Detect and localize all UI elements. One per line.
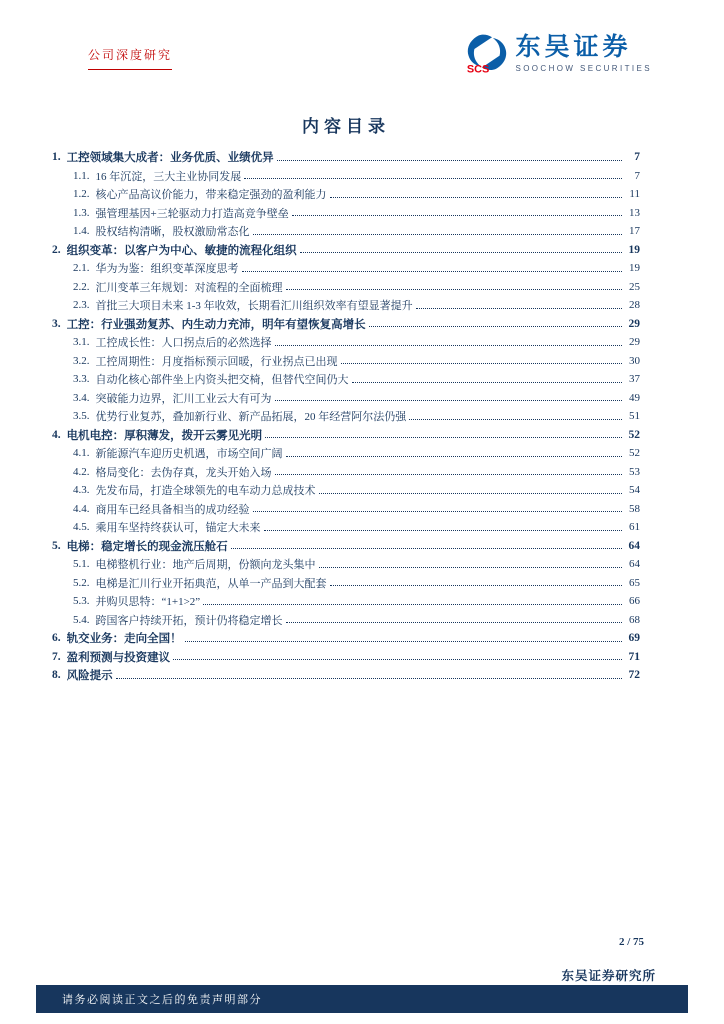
toc-item[interactable]: [52, 426, 640, 445]
toc-item-label: 轨交业务：走向全国！: [66, 633, 182, 646]
toc-item-page: 28: [629, 299, 640, 312]
toc-item-number: 4.: [52, 428, 61, 441]
toc-item-page: 61: [629, 521, 640, 534]
toc-dot-leader: [275, 474, 623, 475]
toc-item[interactable]: [52, 315, 640, 334]
toc-item-label: 电梯是汇川行业开拓典范，从单一产品到大配套: [95, 577, 327, 590]
svg-text:SCS: SCS: [467, 63, 490, 74]
toc-item-number: 3.5.: [73, 410, 90, 423]
toc-dot-leader: [244, 178, 622, 179]
toc-item-page: 72: [628, 669, 640, 682]
toc-item-page: 68: [629, 613, 640, 626]
toc-dot-leader: [275, 345, 623, 346]
toc-item[interactable]: [52, 592, 640, 611]
toc-item-number: 2.: [52, 243, 61, 256]
toc-item[interactable]: [52, 444, 640, 463]
toc-item-page: 51: [629, 410, 640, 423]
toc-item-number: 3.3.: [73, 373, 90, 386]
toc-dot-leader: [242, 271, 623, 272]
toc-item-number: 2.1.: [73, 262, 90, 275]
toc-item-label: 新能源汽车迎历史机遇，市场空间广阔: [95, 448, 283, 461]
toc-item-page: 17: [629, 225, 640, 238]
toc-dot-leader: [352, 382, 623, 383]
toc-item-label: 华为为鉴：组织变革深度思考: [95, 263, 239, 276]
toc-item[interactable]: [52, 148, 640, 167]
toc-item-number: 4.4.: [73, 502, 90, 515]
toc-dot-leader: [173, 659, 622, 660]
toc-item-label: 股权结构清晰，股权激励常态化: [95, 226, 250, 239]
toc-item[interactable]: [52, 537, 640, 556]
toc-item-label: 优势行业复苏，叠加新行业、新产品拓展，20 年经营阿尔法仍强: [95, 411, 407, 424]
toc-item-number: 4.5.: [73, 521, 90, 534]
toc-item[interactable]: [52, 518, 640, 537]
toc-item-label: 先发布局，打造全球领先的电车动力总成技术: [95, 485, 316, 498]
toc-item[interactable]: [52, 278, 640, 297]
toc-item-number: 7.: [52, 650, 61, 663]
toc-item-page: 29: [629, 336, 640, 349]
toc-item-label: 并购贝思特：“1+1>2”: [95, 596, 201, 609]
disclaimer-text: 请务必阅读正文之后的免责声明部分: [62, 994, 262, 1006]
toc-item[interactable]: [52, 611, 640, 630]
toc-dot-leader: [286, 289, 623, 290]
toc-item[interactable]: [52, 666, 640, 685]
toc-item-label: 工控：行业强劲复苏、内生动力充沛，明年有望恢复高增长: [66, 318, 366, 331]
toc-item-number: 4.1.: [73, 447, 90, 460]
toc-item[interactable]: [52, 407, 640, 426]
toc-item-label: 工控周期性：月度指标预示回暖，行业拐点已出现: [95, 355, 338, 368]
toc-item-page: 64: [628, 539, 640, 552]
toc-item-page: 13: [629, 206, 640, 219]
toc-dot-leader: [253, 511, 623, 512]
toc-item-page: 7: [634, 151, 640, 164]
toc-item-number: 3.4.: [73, 391, 90, 404]
toc-item[interactable]: [52, 481, 640, 500]
toc-dot-leader: [286, 456, 623, 457]
toc-item-label: 汇川变革三年规划：对流程的全面梳理: [95, 281, 283, 294]
toc-item-number: 1.: [52, 151, 61, 164]
toc-item-label: 电梯：稳定增长的现金流压舱石: [66, 540, 228, 553]
toc-item[interactable]: [52, 333, 640, 352]
toc-item-number: 5.1.: [73, 558, 90, 571]
toc-item[interactable]: [52, 389, 640, 408]
toc-item[interactable]: [52, 204, 640, 223]
toc-item-page: 58: [629, 502, 640, 515]
toc-item-page: 11: [629, 188, 640, 201]
toc-item-number: 3.1.: [73, 336, 90, 349]
toc-item-page: 71: [628, 650, 640, 663]
soochow-logo-icon: [466, 34, 508, 74]
toc-dot-leader: [319, 567, 623, 568]
toc-dot-leader: [203, 604, 622, 605]
toc-item-number: 1.1.: [73, 169, 90, 182]
toc-item-label: 工控成长性：人口拐点后的必然选择: [95, 337, 272, 350]
toc-item-label: 格局变化：去伪存真，龙头开始入场: [95, 466, 272, 479]
toc-dot-leader: [277, 160, 622, 161]
toc-item[interactable]: [52, 296, 640, 315]
toc-item[interactable]: [52, 352, 640, 371]
toc-item-label: 跨国客户持续开拓，预计仍将稳定增长: [95, 614, 283, 627]
toc-item-page: 66: [629, 595, 640, 608]
toc-item-page: 30: [629, 354, 640, 367]
brand-name-cn: 东吴证券: [515, 34, 632, 61]
toc-item-page: 52: [629, 447, 640, 460]
toc-item[interactable]: [52, 222, 640, 241]
toc-item-number: 5.: [52, 539, 61, 552]
toc-item-label: 风险提示: [66, 670, 113, 683]
institute-name: 东吴证券研究所: [561, 969, 656, 983]
toc-item-page: 29: [628, 317, 640, 330]
toc-item-number: 2.3.: [73, 299, 90, 312]
toc-item-page: 53: [629, 465, 640, 478]
brand-name-en: SOOCHOW SECURITIES: [515, 63, 652, 73]
toc-item[interactable]: [52, 259, 640, 278]
toc-dot-leader: [330, 585, 623, 586]
toc-item[interactable]: [52, 648, 640, 667]
toc-item-page: 69: [628, 632, 640, 645]
toc-dot-leader: [292, 215, 622, 216]
toc-dot-leader: [409, 419, 622, 420]
brand-logo: [466, 34, 652, 74]
toc-item-label: 强管理基因+三轮驱动力打造高竞争壁垒: [95, 207, 289, 220]
toc-item[interactable]: [52, 463, 640, 482]
toc-item-page: 7: [634, 169, 640, 182]
toc-item-number: 1.4.: [73, 225, 90, 238]
toc-item[interactable]: [52, 370, 640, 389]
toc-item-label: 16 年沉淀，三大主业协同发展: [95, 170, 242, 183]
toc-dot-leader: [264, 530, 623, 531]
toc-item-number: 1.3.: [73, 206, 90, 219]
toc-item-page: 25: [629, 280, 640, 293]
toc-title: 内容目录: [302, 117, 390, 136]
toc-item-label: 乘用车坚持终获认可，锚定大未来: [95, 522, 261, 535]
toc-item-page: 37: [629, 373, 640, 386]
toc-list: [52, 148, 640, 685]
toc-item-label: 电机电控：厚积薄发，拨开云雾见光明: [66, 429, 263, 442]
toc-item-number: 5.3.: [73, 595, 90, 608]
toc-item[interactable]: [52, 185, 640, 204]
toc-item-page: 19: [628, 243, 640, 256]
toc-item-number: 8.: [52, 669, 61, 682]
toc-item-page: 52: [628, 428, 640, 441]
toc-item-number: 4.2.: [73, 465, 90, 478]
toc-item-label: 盈利预测与投资建议: [66, 651, 171, 664]
report-category-label: 公司深度研究: [88, 46, 172, 70]
footer-bar: [36, 985, 688, 1013]
toc-dot-leader: [330, 197, 623, 198]
toc-item-label: 商用车已经具备相当的成功经验: [95, 503, 250, 516]
toc-item-label: 工控领域集大成者：业务优质、业绩优异: [66, 152, 274, 165]
toc-dot-leader: [231, 548, 622, 549]
toc-item-number: 5.4.: [73, 613, 90, 626]
toc-item-page: 49: [629, 391, 640, 404]
toc-item-number: 3.: [52, 317, 61, 330]
toc-item-page: 65: [629, 576, 640, 589]
toc-dot-leader: [286, 622, 623, 623]
toc-dot-leader: [369, 326, 622, 327]
toc-dot-leader: [265, 437, 622, 438]
toc-dot-leader: [253, 234, 623, 235]
toc-item[interactable]: [52, 167, 640, 186]
toc-item-number: 3.2.: [73, 354, 90, 367]
toc-item-page: 54: [629, 484, 640, 497]
toc-item-label: 自动化核心部件坐上内资头把交椅，但替代空间仍大: [95, 374, 349, 387]
toc-item-label: 电梯整机行业：地产后周期，份额向龙头集中: [95, 559, 316, 572]
toc-item-number: 4.3.: [73, 484, 90, 497]
toc-item-number: 2.2.: [73, 280, 90, 293]
toc-item-label: 组织变革：以客户为中心、敏捷的流程化组织: [66, 244, 297, 257]
page-indicator: 2 / 75: [618, 936, 644, 948]
toc-item[interactable]: [52, 629, 640, 648]
toc-item-number: 5.2.: [73, 576, 90, 589]
toc-dot-leader: [116, 678, 622, 679]
toc-dot-leader: [300, 252, 622, 253]
toc-dot-leader: [319, 493, 623, 494]
toc-item[interactable]: [52, 241, 640, 260]
toc-item-number: 1.2.: [73, 188, 90, 201]
toc-item-label: 核心产品高议价能力，带来稳定强劲的盈利能力: [95, 189, 327, 202]
toc-item[interactable]: [52, 574, 640, 593]
toc-item[interactable]: [52, 500, 640, 519]
toc-dot-leader: [341, 363, 623, 364]
toc-item-page: 64: [629, 558, 640, 571]
toc-dot-leader: [185, 641, 622, 642]
toc-dot-leader: [275, 400, 623, 401]
toc-item-page: 19: [629, 262, 640, 275]
toc-item[interactable]: [52, 555, 640, 574]
toc-dot-leader: [416, 308, 622, 309]
toc-item-number: 6.: [52, 632, 61, 645]
toc-item-label: 突破能力边界，汇川工业云大有可为: [95, 392, 272, 405]
toc-item-label: 首批三大项目未来 1-3 年收效，长期看汇川组织效率有望显著提升: [95, 300, 413, 313]
